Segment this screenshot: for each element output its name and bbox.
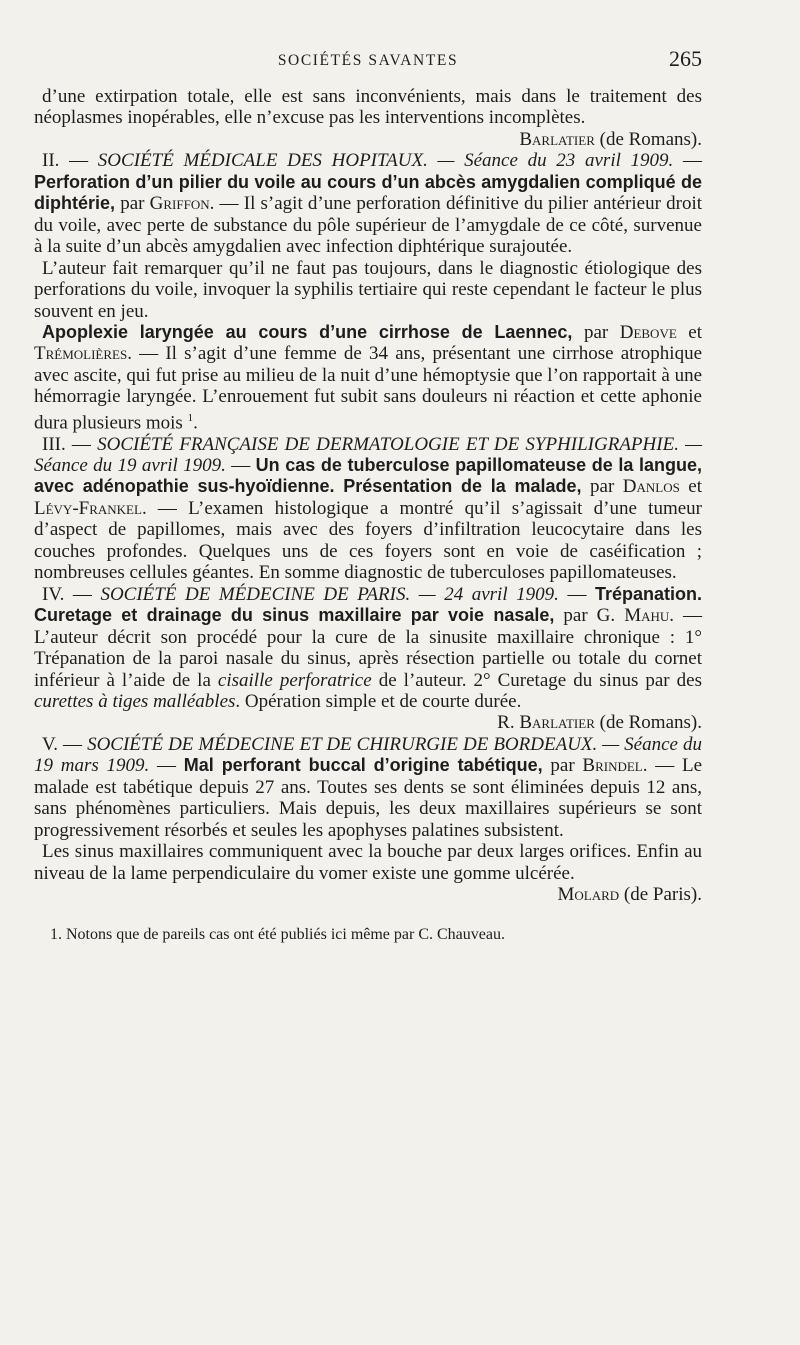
text-run: par xyxy=(572,321,620,343)
text-run: Lévy-Frankel xyxy=(34,497,142,519)
article-body xyxy=(34,86,702,906)
text-run: curettes à tiges malléables xyxy=(34,691,236,713)
text-run: . xyxy=(193,412,198,434)
text-run: Mahu xyxy=(624,605,670,627)
text-run: Un cas de tuberculose papillomateuse de la langue, avec adénopathie sus-hyoïdienne. Présentation de la malade, xyxy=(34,455,703,497)
text-run: par xyxy=(542,755,583,777)
text-run: par G. xyxy=(554,605,625,627)
running-head xyxy=(34,0,702,86)
text-run: . — Il s’agit d’une perforation définitive du pilier antérieur droit du voile, avec perte de substance du pôle supérieur de l’amygdale de ce côté, survenue à la suite d’un abcès amygdalien avec infection diphtérique surajoutée. xyxy=(34,193,702,258)
text-run: . — L’examen histologique a montré qu’il s’agissait d’une tumeur d’aspect de papillomes, mais avec des foyers d’infiltration leucocytaire dans les couches profondes. Quelques uns de ces foyers sont en voie de caséification ; nombreuses cellules géantes. En somme diagnostic de tuberculoses papillomateuses. xyxy=(34,497,702,584)
running-head-title: SOCIÉTÉS SAVANTES xyxy=(277,52,459,69)
text-run: Trépanation. Curetage et drainage du sinus maxillaire par voie nasale, xyxy=(34,583,703,626)
paragraph xyxy=(34,584,702,734)
text-run: SOCIÉTÉ FRANÇAISE DE DERMATOLOGIE ET DE SYPHILIGRAPHIE. — Séance du 19 avril 1909. xyxy=(34,433,703,477)
paragraph xyxy=(34,258,702,322)
author-signature: Barlatier (de Romans). xyxy=(519,128,702,150)
text-run: . — Il s’agit d’une femme de 34 ans, présentant une cirrhose atrophique avec ascite, qui fut prise au milieu de la nuit d’une hémoptysie que l’on rapportait à une hémorragie laryngée. L’enrouement fut subit sans douleurs ni réaction et cette aphonie dura plusieurs mois xyxy=(34,343,702,434)
text-run: — xyxy=(225,455,256,477)
text-run: Danlos xyxy=(622,476,680,498)
text-run: IV. — xyxy=(42,583,101,605)
paragraph xyxy=(34,434,702,584)
text-run: — xyxy=(149,755,184,777)
text-run: et xyxy=(679,476,703,498)
text-run: Perforation d’un pilier du voile au cours d’un abcès amygdalien compliqué de diphtérie, xyxy=(34,171,702,214)
text-run: V. — xyxy=(42,733,88,755)
text-run: et xyxy=(676,321,702,343)
footnote: 1. Notons que de pareils cas ont été publiés ici même par C. Chauveau. xyxy=(50,925,505,943)
text-run: Debove xyxy=(619,321,677,343)
text-run: cisaille perforatrice xyxy=(217,669,372,691)
paragraph xyxy=(34,734,702,841)
page xyxy=(34,0,702,945)
text-run: d’une extirpation totale, elle est sans inconvénients, mais dans le traitement des néoplasmes inopérables, elle n’excuse pas les interventions incomplètes. xyxy=(34,86,702,129)
paragraph xyxy=(34,86,702,150)
text-run: — xyxy=(558,583,595,605)
paragraph xyxy=(34,150,702,257)
author-signature: Molard (de Paris). xyxy=(557,884,702,906)
text-run: Trémolières xyxy=(34,343,128,365)
text-run: par xyxy=(115,193,150,215)
author-signature: R. Barlatier (de Romans). xyxy=(497,712,702,734)
text-run: Mal perforant buccal d’origine tabétique, xyxy=(183,755,543,776)
text-run: L’auteur fait remarquer qu’il ne faut pas toujours, dans le diagnostic étiologique des perforations du voile, invoquer la syphilis tertiaire qui reste cependant le facteur le plus souvent en jeu. xyxy=(34,257,702,322)
paragraph xyxy=(34,322,702,434)
text-run: SOCIÉTÉ DE MÉDECINE DE PARIS. — 24 avril 1909. xyxy=(100,583,559,605)
text-run: SOCIÉTÉ DE MÉDECINE ET DE CHIRURGIE DE BORDEAUX. — Séance du 19 mars 1909. xyxy=(34,733,703,777)
text-run: par xyxy=(581,476,623,498)
text-run: de l’auteur. 2° Curetage du sinus par des xyxy=(371,669,702,691)
footnote-ref: 1 xyxy=(187,411,194,424)
text-run: SOCIÉTÉ MÉDICALE DES HOPITAUX. — Séance du 23 avril 1909. xyxy=(97,150,674,172)
text-run: . Opération simple et de courte durée. xyxy=(235,691,522,713)
text-run: II. — xyxy=(42,150,98,172)
text-run: III. — xyxy=(42,433,98,455)
text-run: Les sinus maxillaires communiquent avec la bouche par deux larges orifices. Enfin au niveau de la lame perpendiculaire du vomer existe une gomme ulcérée. xyxy=(34,841,702,884)
text-run: . — Le malade est tabétique depuis 27 ans. Toutes ses dents se sont éliminées depuis 12 ans, sans phénomènes particuliers. Mais depuis, les deux maxillaires supérieurs se sont progressivement résorbés et seules les apophyses palatines subsistent. xyxy=(34,755,703,841)
text-run: Griffon xyxy=(149,193,210,215)
text-run: Brindel xyxy=(582,755,643,777)
page-number: 265 xyxy=(669,46,702,71)
text-run: — xyxy=(673,150,703,172)
text-run: Apoplexie laryngée au cours d’une cirrhose de Laennec, xyxy=(42,321,573,342)
text-run: . — L’auteur décrit son procédé pour la cure de la sinusite maxillaire chronique : 1° Trépanation de la paroi nasale du sinus, après résection partielle ou totale du cornet inférieur à l’aide de la xyxy=(34,605,703,691)
paragraph xyxy=(34,841,702,905)
